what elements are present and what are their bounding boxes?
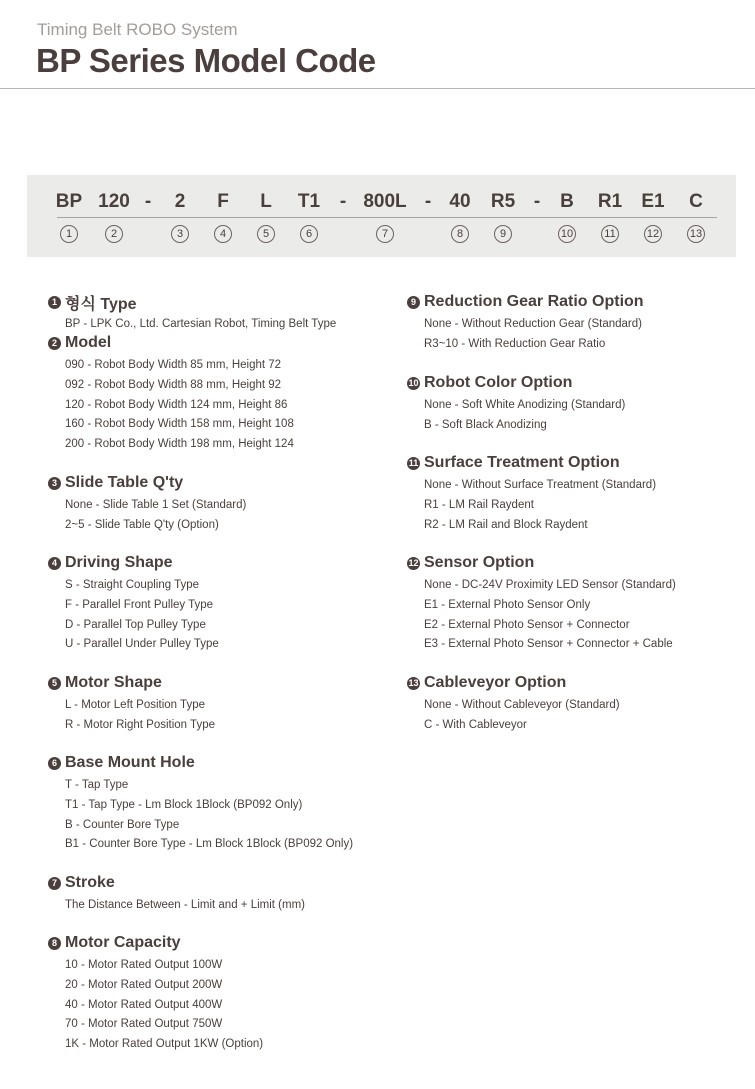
section-number-badge: 6 <box>48 757 61 770</box>
model-code-number: 8 <box>451 225 469 243</box>
section-heading <box>407 672 620 694</box>
section-item: R1 - LM Rail Raydent <box>424 498 534 511</box>
section-item: None - Slide Table 1 Set (Standard) <box>65 499 247 511</box>
model-code-box <box>27 175 736 257</box>
section-item: R3~10 - With Reduction Gear Ratio <box>424 337 606 350</box>
model-code-segment: 2 <box>174 191 186 212</box>
model-code-underline <box>57 217 717 218</box>
section-item-list <box>65 896 305 916</box>
model-code-number: 11 <box>601 225 619 243</box>
model-code-number: 7 <box>376 225 394 243</box>
section-item: B - Counter Bore Type <box>65 818 180 831</box>
section-number-badge: 11 <box>408 457 419 468</box>
model-code-segment: BP <box>55 191 83 212</box>
model-code-segment: F <box>217 191 229 212</box>
section-number-badge: 10 <box>408 377 419 388</box>
section-item: BP - LPK Co., Ltd. Cartesian Robot, Timing Belt Type <box>65 318 337 330</box>
option-section <box>48 552 219 655</box>
model-code-segment: C <box>689 191 703 212</box>
section-item-list <box>424 396 625 436</box>
section-item-list <box>65 956 263 1055</box>
section-item: B1 - Counter Bore Type - Lm Block 1Block (BP092 Only) <box>65 838 354 851</box>
option-section <box>48 672 215 736</box>
model-code-number: 12 <box>644 225 662 243</box>
section-heading <box>48 332 294 354</box>
section-heading <box>48 672 215 694</box>
model-code-segment: 40 <box>449 191 471 212</box>
section-item: L - Motor Left Position Type <box>65 699 205 711</box>
section-item: D - Parallel Top Pulley Type <box>65 618 206 631</box>
section-item-list <box>424 576 676 655</box>
page-header <box>0 0 755 89</box>
section-item: None - Without Cableveyor (Standard) <box>424 699 620 711</box>
section-title: Model <box>65 334 112 351</box>
section-title: Sensor Option <box>424 554 535 571</box>
section-item: 2~5 - Slide Table Q'ty (Option) <box>65 518 219 531</box>
section-number-badge: 7 <box>48 877 61 890</box>
section-item: R2 - LM Rail and Block Raydent <box>424 518 588 531</box>
section-item: The Distance Between - Limit and + Limit (mm) <box>65 899 305 911</box>
section-heading <box>48 932 263 954</box>
section-item-list <box>65 776 353 855</box>
model-code-number: 5 <box>257 225 275 243</box>
option-section <box>407 291 644 355</box>
section-heading <box>48 752 353 774</box>
model-code-segment: L <box>260 191 272 212</box>
model-code-number: 1 <box>60 225 78 243</box>
model-code-segment: 800L <box>363 191 407 212</box>
model-code-number: 4 <box>214 225 232 243</box>
section-number-badge: 9 <box>407 296 420 309</box>
section-heading <box>48 872 305 894</box>
section-heading <box>48 291 336 313</box>
section-item: 200 - Robot Body Width 198 mm, Height 124 <box>65 438 294 451</box>
section-heading <box>407 552 676 574</box>
section-title: Driving Shape <box>65 554 173 571</box>
section-number-badge: 4 <box>48 557 61 570</box>
section-item: S - Straight Coupling Type <box>65 579 200 591</box>
section-item: 40 - Motor Rated Output 400W <box>65 998 223 1011</box>
model-code-segment: E1 <box>641 191 665 212</box>
section-item: B - Soft Black Anodizing <box>424 418 547 431</box>
section-item: E3 - External Photo Sensor + Connector + Cable <box>424 638 673 651</box>
section-item: 20 - Motor Rated Output 200W <box>65 978 223 991</box>
model-code-number: 6 <box>300 225 318 243</box>
section-title: Stroke <box>65 874 115 891</box>
section-item: C - With Cableveyor <box>424 718 527 731</box>
section-number-badge: 8 <box>48 937 61 950</box>
section-number-badge: 1 <box>48 296 61 309</box>
section-item-list <box>424 476 656 535</box>
section-heading <box>407 452 656 474</box>
model-code-segment: R5 <box>490 191 516 212</box>
section-item: E2 - External Photo Sensor + Connector <box>424 618 630 631</box>
section-number-badge: 3 <box>48 477 61 490</box>
option-section <box>48 752 353 855</box>
option-section <box>48 872 305 916</box>
model-code-segment: 120 <box>98 191 130 212</box>
section-title: Base Mount Hole <box>65 754 195 771</box>
model-code-segment: B <box>560 191 574 212</box>
model-code-separator: - <box>533 191 541 212</box>
section-item: E1 - External Photo Sensor Only <box>424 598 591 611</box>
section-heading <box>407 372 625 394</box>
option-section <box>407 672 620 736</box>
section-item: 090 - Robot Body Width 85 mm, Height 72 <box>65 359 282 371</box>
section-item: None - DC-24V Proximity LED Sensor (Standard) <box>424 579 676 591</box>
model-code-separator: - <box>144 191 152 212</box>
option-section <box>407 452 656 535</box>
option-section <box>48 332 294 455</box>
section-item: T1 - Tap Type - Lm Block 1Block (BP092 Only) <box>65 798 303 811</box>
model-code-number: 10 <box>558 225 576 243</box>
section-number-badge: 13 <box>408 677 419 688</box>
section-title: Motor Shape <box>65 674 162 691</box>
section-title: Motor Capacity <box>65 934 181 951</box>
section-item-list <box>424 315 644 355</box>
section-heading <box>407 291 644 313</box>
section-item: F - Parallel Front Pulley Type <box>65 598 214 611</box>
model-code-number: 13 <box>687 225 705 243</box>
section-item: 70 - Motor Rated Output 750W <box>65 1018 223 1031</box>
page-title: BP Series Model Code <box>36 42 376 79</box>
model-code-separator: - <box>339 191 347 212</box>
section-item: U - Parallel Under Pulley Type <box>65 638 219 651</box>
section-item-list <box>424 696 620 736</box>
section-number-badge: 12 <box>408 557 419 568</box>
section-item: None - Without Reduction Gear (Standard) <box>424 318 642 330</box>
section-item: 10 - Motor Rated Output 100W <box>65 959 223 971</box>
section-number-badge: 5 <box>48 677 61 690</box>
section-item-list <box>65 576 219 655</box>
option-section <box>48 472 246 536</box>
section-item-list <box>65 496 246 536</box>
model-code-segment: T1 <box>297 191 321 212</box>
section-item: 1K - Motor Rated Output 1KW (Option) <box>65 1038 264 1051</box>
option-section <box>48 291 336 335</box>
section-item: 092 - Robot Body Width 88 mm, Height 92 <box>65 378 282 391</box>
section-title: Reduction Gear Ratio Option <box>424 293 644 310</box>
option-section <box>407 552 676 655</box>
model-code-segment: R1 <box>597 191 623 212</box>
model-code-number: 2 <box>105 225 123 243</box>
section-number-badge: 2 <box>48 337 61 350</box>
option-section <box>48 932 263 1055</box>
section-item: 160 - Robot Body Width 158 mm, Height 108 <box>65 418 294 431</box>
section-title: Slide Table Q'ty <box>65 474 184 491</box>
section-item: None - Soft White Anodizing (Standard) <box>424 399 626 411</box>
section-title: 형식 Type <box>65 295 137 313</box>
section-heading <box>48 472 246 494</box>
section-item: T - Tap Type <box>65 779 129 791</box>
section-title: Cableveyor Option <box>424 674 567 691</box>
section-item: R - Motor Right Position Type <box>65 718 215 731</box>
page-subtitle: Timing Belt ROBO System <box>37 20 238 39</box>
section-item-list <box>65 696 215 736</box>
section-item-list <box>65 356 294 455</box>
section-item: 120 - Robot Body Width 124 mm, Height 86 <box>65 398 288 411</box>
model-code-number: 3 <box>171 225 189 243</box>
option-section <box>407 372 625 436</box>
model-code-number: 9 <box>494 225 512 243</box>
section-title: Robot Color Option <box>424 374 573 391</box>
section-item: None - Without Surface Treatment (Standard) <box>424 479 657 491</box>
section-heading <box>48 552 219 574</box>
model-code-separator: - <box>424 191 432 212</box>
section-title: Surface Treatment Option <box>424 454 620 471</box>
